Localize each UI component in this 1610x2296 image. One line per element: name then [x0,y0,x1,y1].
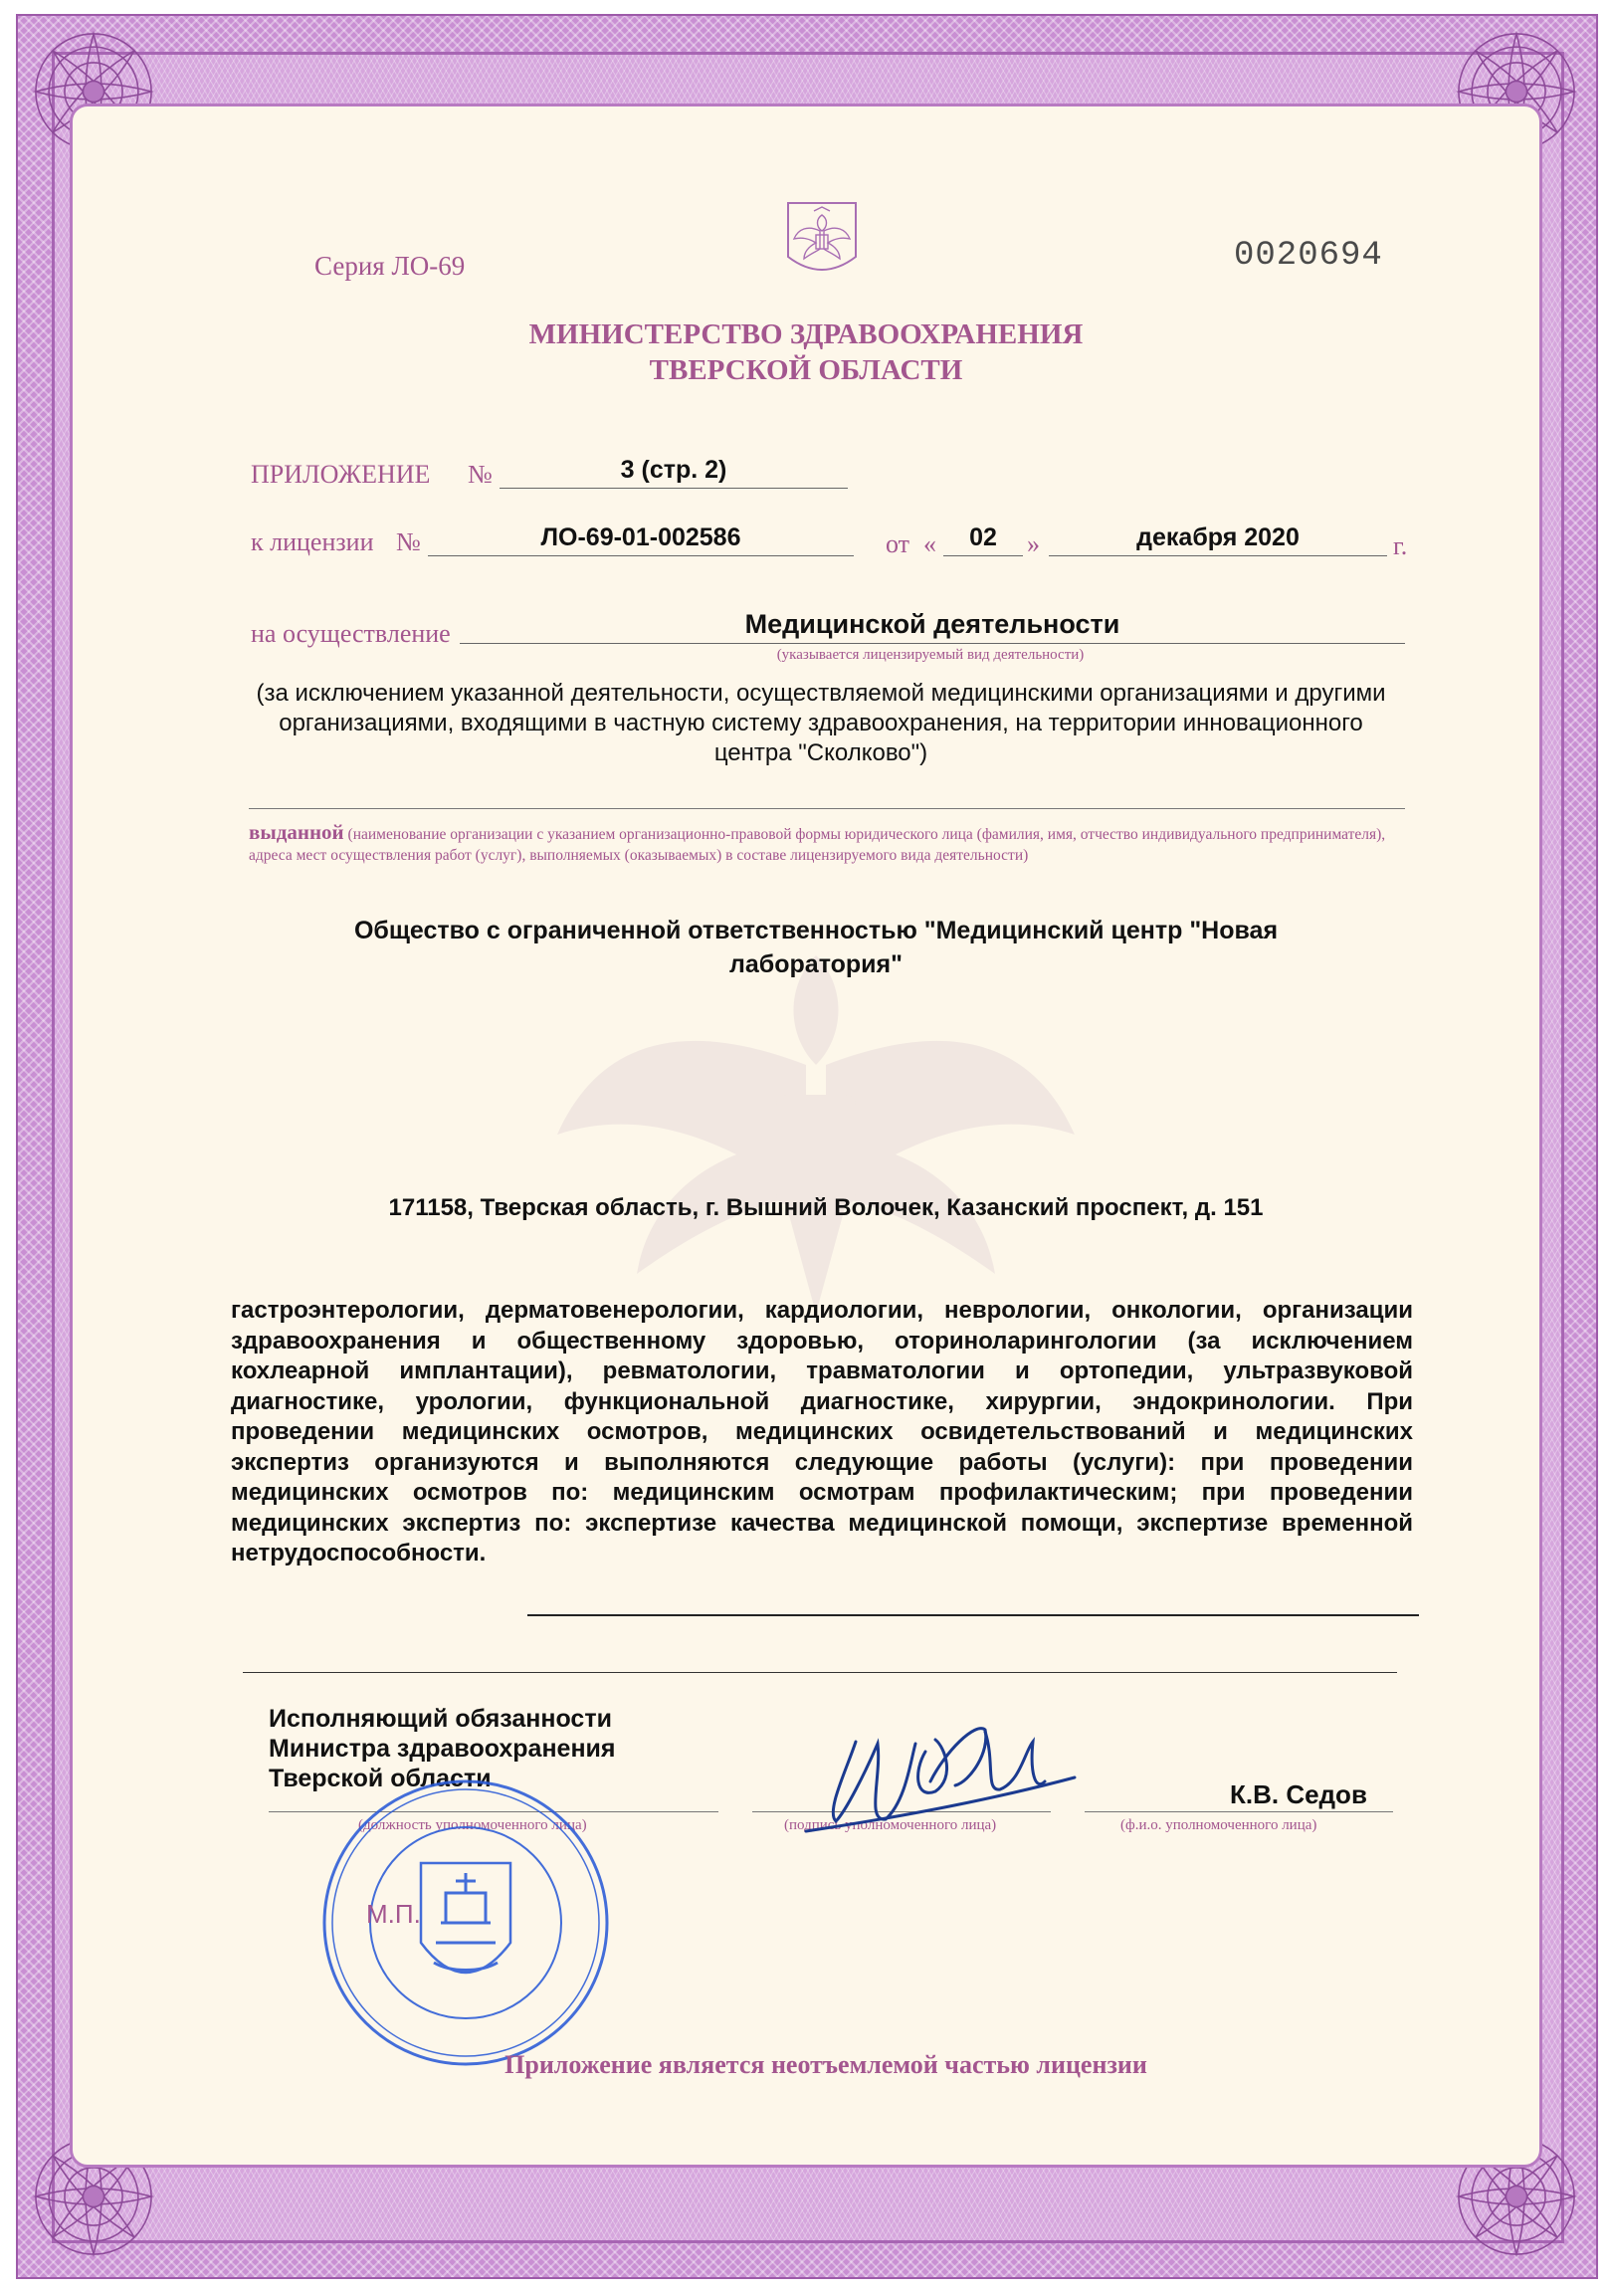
license-from-label: от [886,529,910,558]
activity-field: Медицинской деятельности [460,609,1405,644]
organization-address: 171158, Тверская область, г. Вышний Волочек, Казанский проспект, д. 151 [388,1194,1264,1221]
ministry-title-line: ТВЕРСКОЙ ОБЛАСТИ [649,354,963,386]
ministry-title [338,316,1274,388]
quote-close: » [1027,529,1040,558]
license-date-field: декабря 2020 [1049,523,1387,556]
activity-hint: (указывается лицензируемый вид деятельности) [776,647,1085,663]
quote-open: « [923,529,936,558]
license-number-field: ЛО-69-01-002586 [428,523,854,556]
official-stamp [316,1774,615,2072]
handwritten-signature [786,1682,1085,1841]
appendix-label: ПРИЛОЖЕНИЕ [251,460,431,489]
issued-block [249,822,1405,866]
footer-note: Приложение является неотъемлемой частью лицензии [504,2050,1147,2079]
issued-hint: (наименование организации с указанием организационно-правовой формы юридического лица (фамилия, имя, отчество индивидуального предпринимателя), адреса мест осуществления работ (услуг), выполняемых (оказываемых) в составе лицензируемого вида деятельности) [249,826,1386,864]
blank-number: 0020694 [1234,237,1383,275]
position-hint: (должность уполномоченного лица) [358,1817,587,1833]
issued-label: выданной [249,820,344,844]
license-number-sign: № [396,527,421,556]
license-label: к лицензии [251,527,374,556]
official-position-line: Тверской области [269,1765,492,1792]
divider-line [243,1672,1397,1673]
official-position-line: Министра здравоохранения [269,1735,616,1763]
appendix-number-sign: № [468,460,493,489]
license-day-field: 02 [943,523,1023,556]
year-suffix: г. [1393,531,1408,560]
activity-exclusion-text: (за исключением указанной деятельности, осуществляемой медицинскими организациями и другими организациями, входящими в частную систему здравоохранения, на территории инновационного центра "Сколково") [256,680,1386,766]
services-list: гастроэнтерологии, дерматовенерологии, кардиологии, неврологии, онкологии, организации здравоохранения и общественному здоровью, оториноларингологии (за исключением кохлеарной имплантации), ревматологии, травматологии и ортопедии, ультразвуковой диагностике, урологии, функциональной диагностике, хирургии, эндокринологии. При проведении медицинских осмотров, медицинских освидетельствований и медицинских экспертиз организуются и выполняются следующие работы (услуги): при проведении медицинских осмотров по: медицинским осмотрам профилактическим; при проведении медицинских экспертиз по: экспертизе качества медицинской помощи, экспертизе временной нетрудоспособности. [231,1297,1413,1566]
stamp-place-mark: М.П. [366,1899,421,1929]
name-underline [1085,1811,1393,1812]
signature-hint: (подпись уполномоченного лица) [784,1817,997,1833]
coat-of-arms-icon [784,199,860,283]
official-name: К.В. Седов [1230,1779,1367,1809]
divider-line [249,808,1405,809]
series-label: Серия ЛО-69 [314,251,466,281]
activity-label: на осуществление [251,619,451,648]
official-position-line: Исполняющий обязанности [269,1705,612,1733]
ministry-title-line: МИНИСТЕРСТВО ЗДРАВООХРАНЕНИЯ [528,318,1084,350]
appendix-number-field: 3 (стр. 2) [500,456,848,489]
organization-name: Общество с ограниченной ответственностью "Медицинский центр "Новая лаборатория" [353,917,1279,978]
divider-line [527,1614,1419,1616]
name-hint: (ф.и.о. уполномоченного лица) [1120,1817,1317,1833]
